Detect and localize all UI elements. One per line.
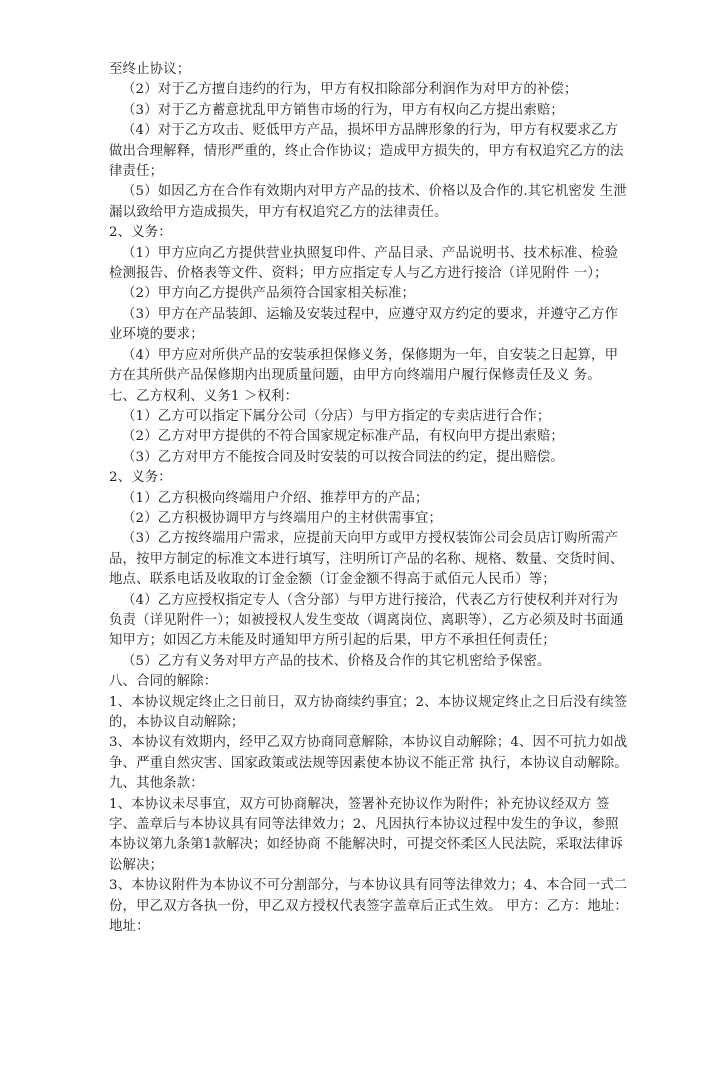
- clause-a-obligations-2: （2）甲方向乙方提供产品须符合国家相关标准；: [122, 286, 416, 302]
- heading-b-obligations: 2、义务：: [109, 470, 172, 486]
- clause-b-rights-2: （2）乙方对甲方提供的不符合国家规定标准产品，有权向甲方提出索赔；: [122, 429, 564, 445]
- heading-a-obligations: 2、义务：: [109, 225, 172, 241]
- clause-other-1-2: 1、本协议未尽事宜，双方可协商解决，签署补充协议作为附件；补充协议经双方 签字、盖章后与本协议具有同等法律效力；2、凡因执行本协议过程中发生的争议，参照本协议第九条第1款解决；如经协商 不能解决时，可提交怀柔区人民法院，采取法律诉讼解决；: [109, 796, 624, 873]
- clause-b-obligations-4: （4）乙方应授权指定专人（含分部）与甲方进行接洽，代表乙方行使权利并对行为负责（详见附件一）；如被授权人发生变故（调离岗位、离职等），乙方必须及时书面通知甲方；如因乙方未能及时通知甲方所引起的后果，甲方不承担任何责任；: [109, 592, 624, 649]
- clause-b-rights-1: （1）乙方可以指定下属分公司（分店）与甲方指定的专卖店进行合作；: [122, 408, 551, 424]
- clause-a-rights-2: （2）对于乙方擅自违约的行为，甲方有权扣除部分利润作为对甲方的补偿；: [122, 82, 578, 98]
- paragraph-terminate-agreement: 至终止协议；: [109, 62, 191, 77]
- section-9-heading: 九、其他条款：: [109, 776, 204, 792]
- clause-a-obligations-4: （4）甲方应对所供产品的安装承担保修义务，保修期为一年，自安装之日起算，甲方在其所供产品保修期内出现质量问题，由甲方向终端用户履行保修责任及义 务。: [109, 347, 619, 384]
- agreement-text: [109, 60, 629, 937]
- clause-other-3-4: 3、本协议附件为本协议不可分割部分，与本协议具有同等法律效力；4、本合同一式二份，甲乙双方各执一份，甲乙双方授权代表签字盖章后正式生效。 甲方：乙方：地址：地址：: [109, 878, 628, 935]
- clause-a-obligations-1: （1）甲方应向乙方提供营业执照复印件、产品目录、产品说明书、技术标准、检验检测报告、价格表等文件、资料；甲方应指定专人与乙方进行接洽（详见附件 一）；: [109, 245, 619, 282]
- section-7-heading: 七、乙方权利、义务1 ＞权利：: [109, 388, 299, 404]
- clause-b-obligations-1: （1）乙方积极向终端用户介绍、推荐甲方的产品；: [122, 490, 429, 506]
- clause-b-rights-3: （3）乙方对甲方不能按合同及时安装的可以按合同法的约定，提出赔偿。: [122, 449, 564, 465]
- clause-b-obligations-3: （3）乙方按终端用户需求，应提前天向甲方或甲方授权装饰公司会员店订购所需产品，按甲方制定的标准文本进行填写，注明所订产品的名称、规格、数量、交货时间、地点、联系电话及收取的订金金额（订金金额不得高于贰佰元人民币）等；: [109, 531, 624, 588]
- clause-termination-3-4: 3、本协议有效期内，经甲乙双方协商同意解除，本协议自动解除；4、因不可抗力如战争、严重自然灾害、国家政策或法规等因素使本协议不能正常 执行，本协议自动解除。: [109, 735, 628, 771]
- clause-a-obligations-3: （3）甲方在产品装卸、运输及安装过程中，应遵守双方约定的要求，并遵守乙方作业环境的要求；: [109, 306, 619, 343]
- clause-b-obligations-5: （5）乙方有义务对甲方产品的技术、价格及合作的其它机密给予保密。: [122, 653, 551, 669]
- clause-a-rights-3: （3）对于乙方蓄意扰乱甲方销售市场的行为，甲方有权向乙方提出索赔；: [122, 102, 564, 118]
- section-8-heading: 八、合同的解除：: [109, 674, 218, 690]
- clause-a-rights-5: （5）如因乙方在合作有效期内对甲方产品的技术、价格以及合作的.其它机密发 生泄漏以致给甲方造成损失，甲方有权追究乙方的法律责任。: [109, 184, 627, 220]
- clause-termination-1-2: 1、本协议规定终止之日前日，双方协商续约事宜；2、本协议规定终止之日后没有续签的，本协议自动解除；: [109, 694, 628, 730]
- clause-b-obligations-2: （2）乙方积极协调甲方与终端用户的主材供需事宜；: [122, 510, 443, 526]
- clause-a-rights-4: （4）对于乙方攻击、贬低甲方产品，损坏甲方品牌形象的行为，甲方有权要求乙方做出合理解释，情形严重的，终止合作协议；造成甲方损失的，甲方有权追究乙方的法律责任；: [109, 123, 624, 180]
